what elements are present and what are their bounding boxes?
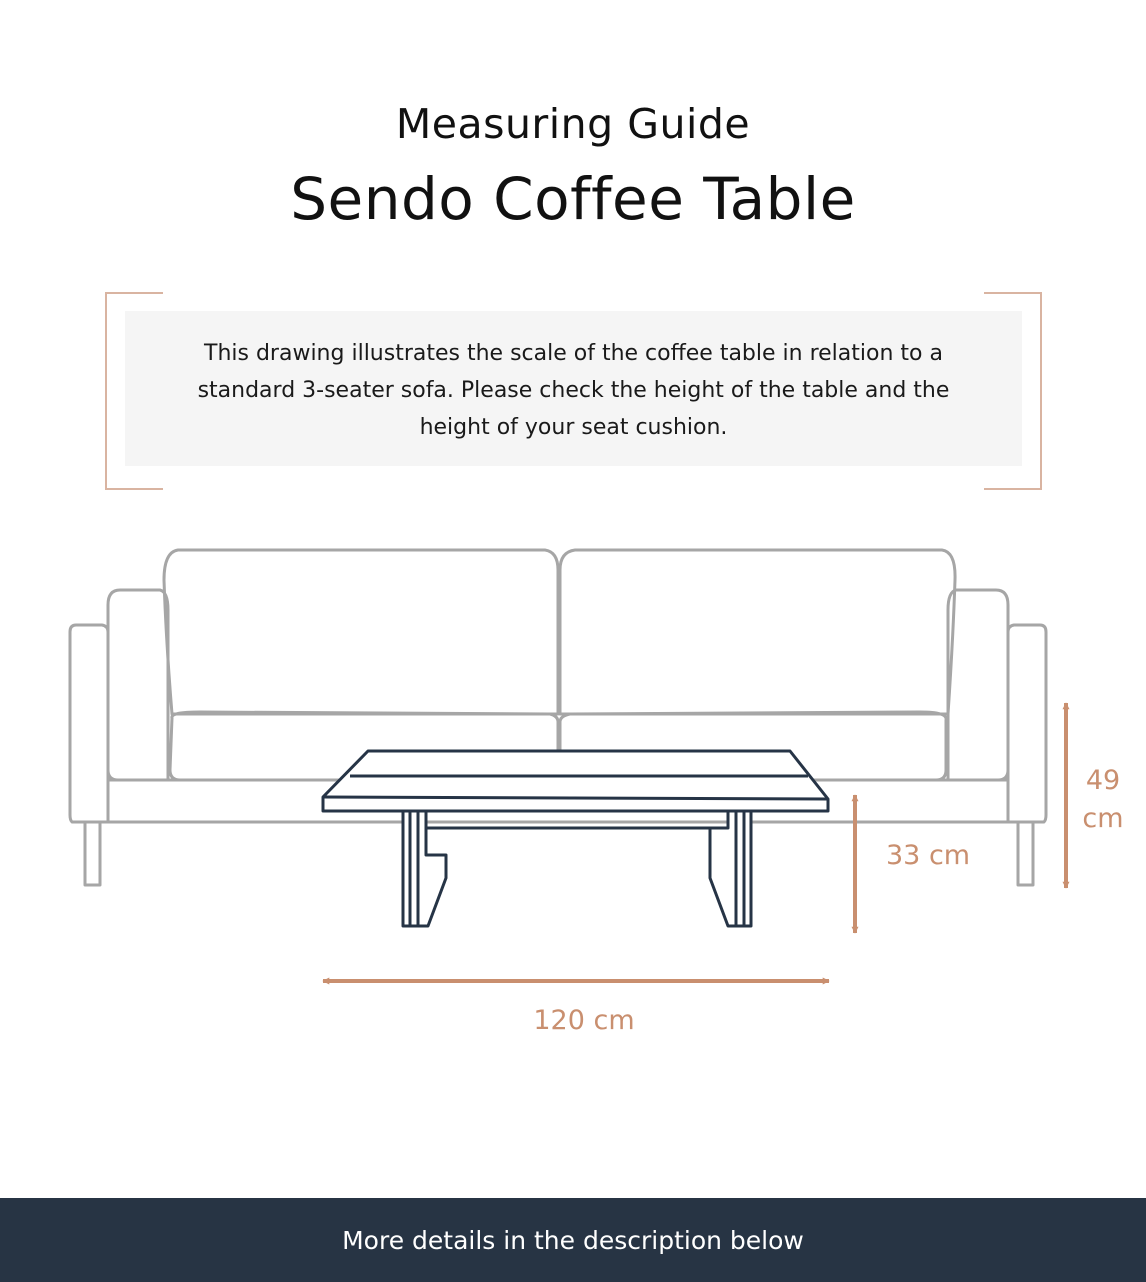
sofa-arm-right bbox=[1008, 625, 1046, 822]
sofa-drawing bbox=[70, 550, 1046, 885]
sofa-back-cushion-right bbox=[560, 550, 955, 714]
table-stretcher bbox=[426, 811, 728, 828]
product-title: Sendo Coffee Table bbox=[290, 165, 856, 233]
table-height-label: 33 cm bbox=[886, 840, 971, 871]
sofa-leg-left bbox=[85, 822, 100, 885]
measuring-drawing bbox=[0, 530, 1146, 1050]
sofa-back-cushion-left bbox=[164, 550, 558, 714]
note-text: This drawing illustrates the scale of the coffee table in relation to a standard 3-seater sofa. Please check the height of the table and the height of your seat cushion. bbox=[197, 341, 950, 440]
note-box bbox=[125, 311, 1022, 466]
sofa-arm-cushion-left bbox=[108, 590, 168, 780]
coffee-table-drawing bbox=[323, 751, 828, 926]
sofa-leg-right bbox=[1018, 822, 1033, 885]
table-top-front bbox=[323, 797, 828, 799]
sofa-arm-left bbox=[70, 625, 108, 822]
seat-height-label: 49 cm bbox=[1082, 765, 1124, 834]
sofa-arm-cushion-right bbox=[948, 590, 1008, 780]
footer-banner bbox=[0, 1198, 1146, 1282]
table-top bbox=[323, 751, 828, 811]
guide-subtitle: Measuring Guide bbox=[395, 100, 751, 148]
footer-text: More details in the description below bbox=[342, 1225, 804, 1255]
width-label: 120 cm bbox=[533, 1005, 635, 1036]
